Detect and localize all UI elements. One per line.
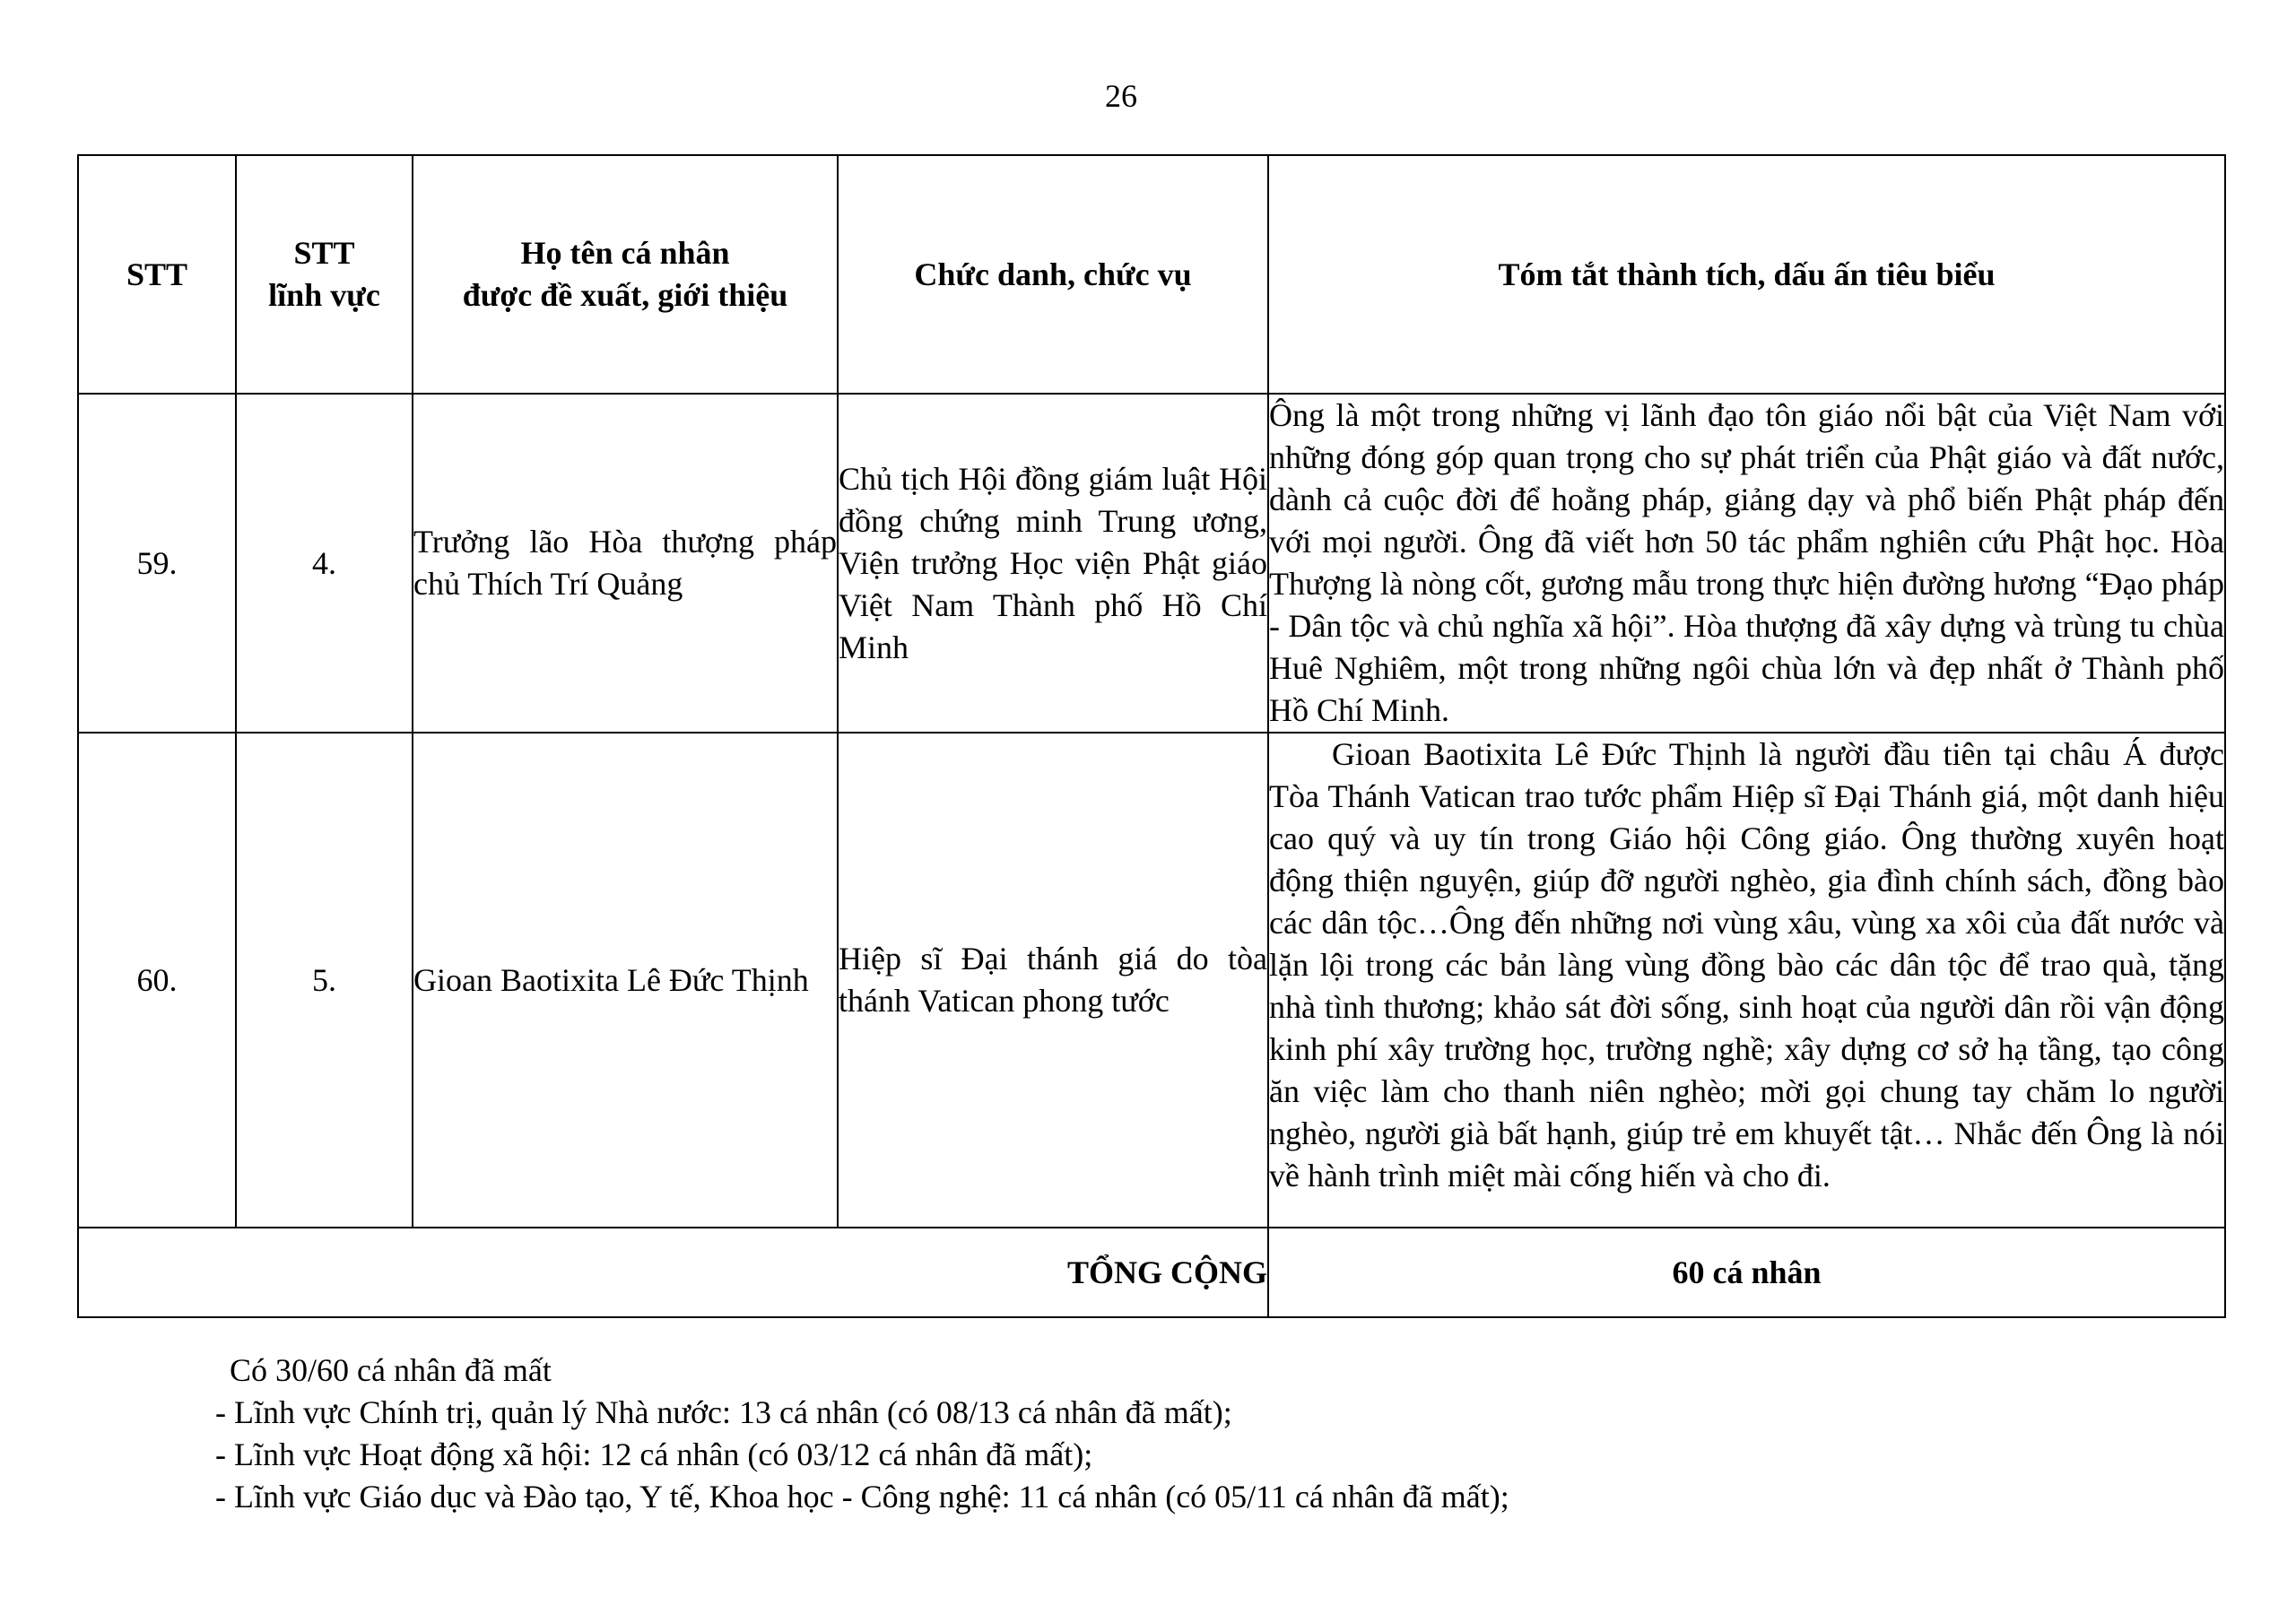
- row-summary: Ông là một trong những vị lãnh đạo tôn giáo nổi bật của Việt Nam với những đóng góp quan trọng cho sự phát triển của Phật giáo và đất nước, dành cả cuộc đời để hoằng pháp, giảng dạy và phổ biến Phật pháp đến với mọi người. Ông đã viết hơn 50 tác phẩm nghiên cứu Phật học. Hòa Thượng là nòng cốt, gương mẫu trong thực hiện đường hương “Đạo pháp - Dân tộc và chủ nghĩa xã hội”. Hòa thượng đã xây dựng và trùng tu chùa Huê Nghiêm, một trong những ngôi chùa lớn và đẹp nhất ở Thành phố Hồ Chí Minh.: [1268, 394, 2225, 733]
- header-name: [413, 155, 838, 394]
- header-name-line1: Họ tên cá nhân: [520, 235, 730, 271]
- row-stt: 59.: [78, 394, 236, 733]
- header-stt-field: [236, 155, 413, 394]
- header-summary: Tóm tắt thành tích, dấu ấn tiêu biểu: [1268, 155, 2225, 394]
- header-position: Chức danh, chức vụ: [838, 155, 1268, 394]
- row-position: Chủ tịch Hội đồng giám luật Hội đồng chứng minh Trung ương, Viện trưởng Học viện Phật giáo Việt Nam Thành phố Hồ Chí Minh: [838, 394, 1268, 733]
- row-stt-field: 5.: [236, 733, 413, 1228]
- row-position: Hiệp sĩ Đại thánh giá do tòa thánh Vatican phong tước: [838, 733, 1268, 1228]
- note-line: - Lĩnh vực Chính trị, quản lý Nhà nước: 13 cá nhân (có 08/13 cá nhân đã mất);: [215, 1394, 1232, 1430]
- row-stt: 60.: [78, 733, 236, 1228]
- page-number: 26: [1105, 78, 1137, 114]
- header-stt: STT: [78, 155, 236, 394]
- header-stt-field-line2: lĩnh vực: [268, 277, 380, 313]
- note-line: - Lĩnh vực Giáo dục và Đào tạo, Y tế, Khoa học - Công nghệ: 11 cá nhân (có 05/11 cá nhân đã mất);: [215, 1479, 1509, 1515]
- total-row: [78, 1228, 2225, 1317]
- row-stt-field: 4.: [236, 394, 413, 733]
- table-row: [78, 394, 2225, 733]
- note-line: Có 30/60 cá nhân đã mất: [230, 1352, 552, 1388]
- table-row: [78, 733, 2225, 1228]
- total-value: 60 cá nhân: [1268, 1228, 2225, 1317]
- total-label: TỔNG CỘNG: [78, 1228, 1268, 1317]
- header-stt-field-line1: STT: [293, 235, 355, 271]
- notes-section: [215, 1350, 2188, 1518]
- note-line: - Lĩnh vực Hoạt động xã hội: 12 cá nhân (có 03/12 cá nhân đã mất);: [215, 1436, 1093, 1472]
- row-name: Gioan Baotixita Lê Đức Thịnh: [413, 733, 838, 1228]
- row-summary: Gioan Baotixita Lê Đức Thịnh là người đầu tiên tại châu Á được Tòa Thánh Vatican trao tước phẩm Hiệp sĩ Đại Thánh giá, một danh hiệu cao quý và uy tín trong Giáo hội Công giáo. Ông thường xuyên hoạt động thiện nguyện, giúp đỡ người nghèo, gia đình chính sách, đồng bào các dân tộc…Ông đến những nơi vùng xâu, vùng xa xôi của đất nước và lặn lội trong các bản làng vùng đồng bào các dân tộc để trao quà, tặng nhà tình thương; khảo sát đời sống, sinh hoạt của người dân rồi vận động kinh phí xây trường học, trường nghề; xây dựng cơ sở hạ tầng, tạo công ăn việc làm cho thanh niên nghèo; mời gọi chung tay chăm lo người nghèo, người già bất hạnh, giúp trẻ em khuyết tật… Nhắc đến Ông là nói về hành trình miệt mài cống hiến và cho đi.: [1268, 733, 2225, 1228]
- table-header-row: [78, 155, 2225, 394]
- header-name-line2: được đề xuất, giới thiệu: [462, 277, 788, 313]
- row-name: Trưởng lão Hòa thượng pháp chủ Thích Trí Quảng: [413, 394, 838, 733]
- nominee-table: [77, 154, 2226, 1318]
